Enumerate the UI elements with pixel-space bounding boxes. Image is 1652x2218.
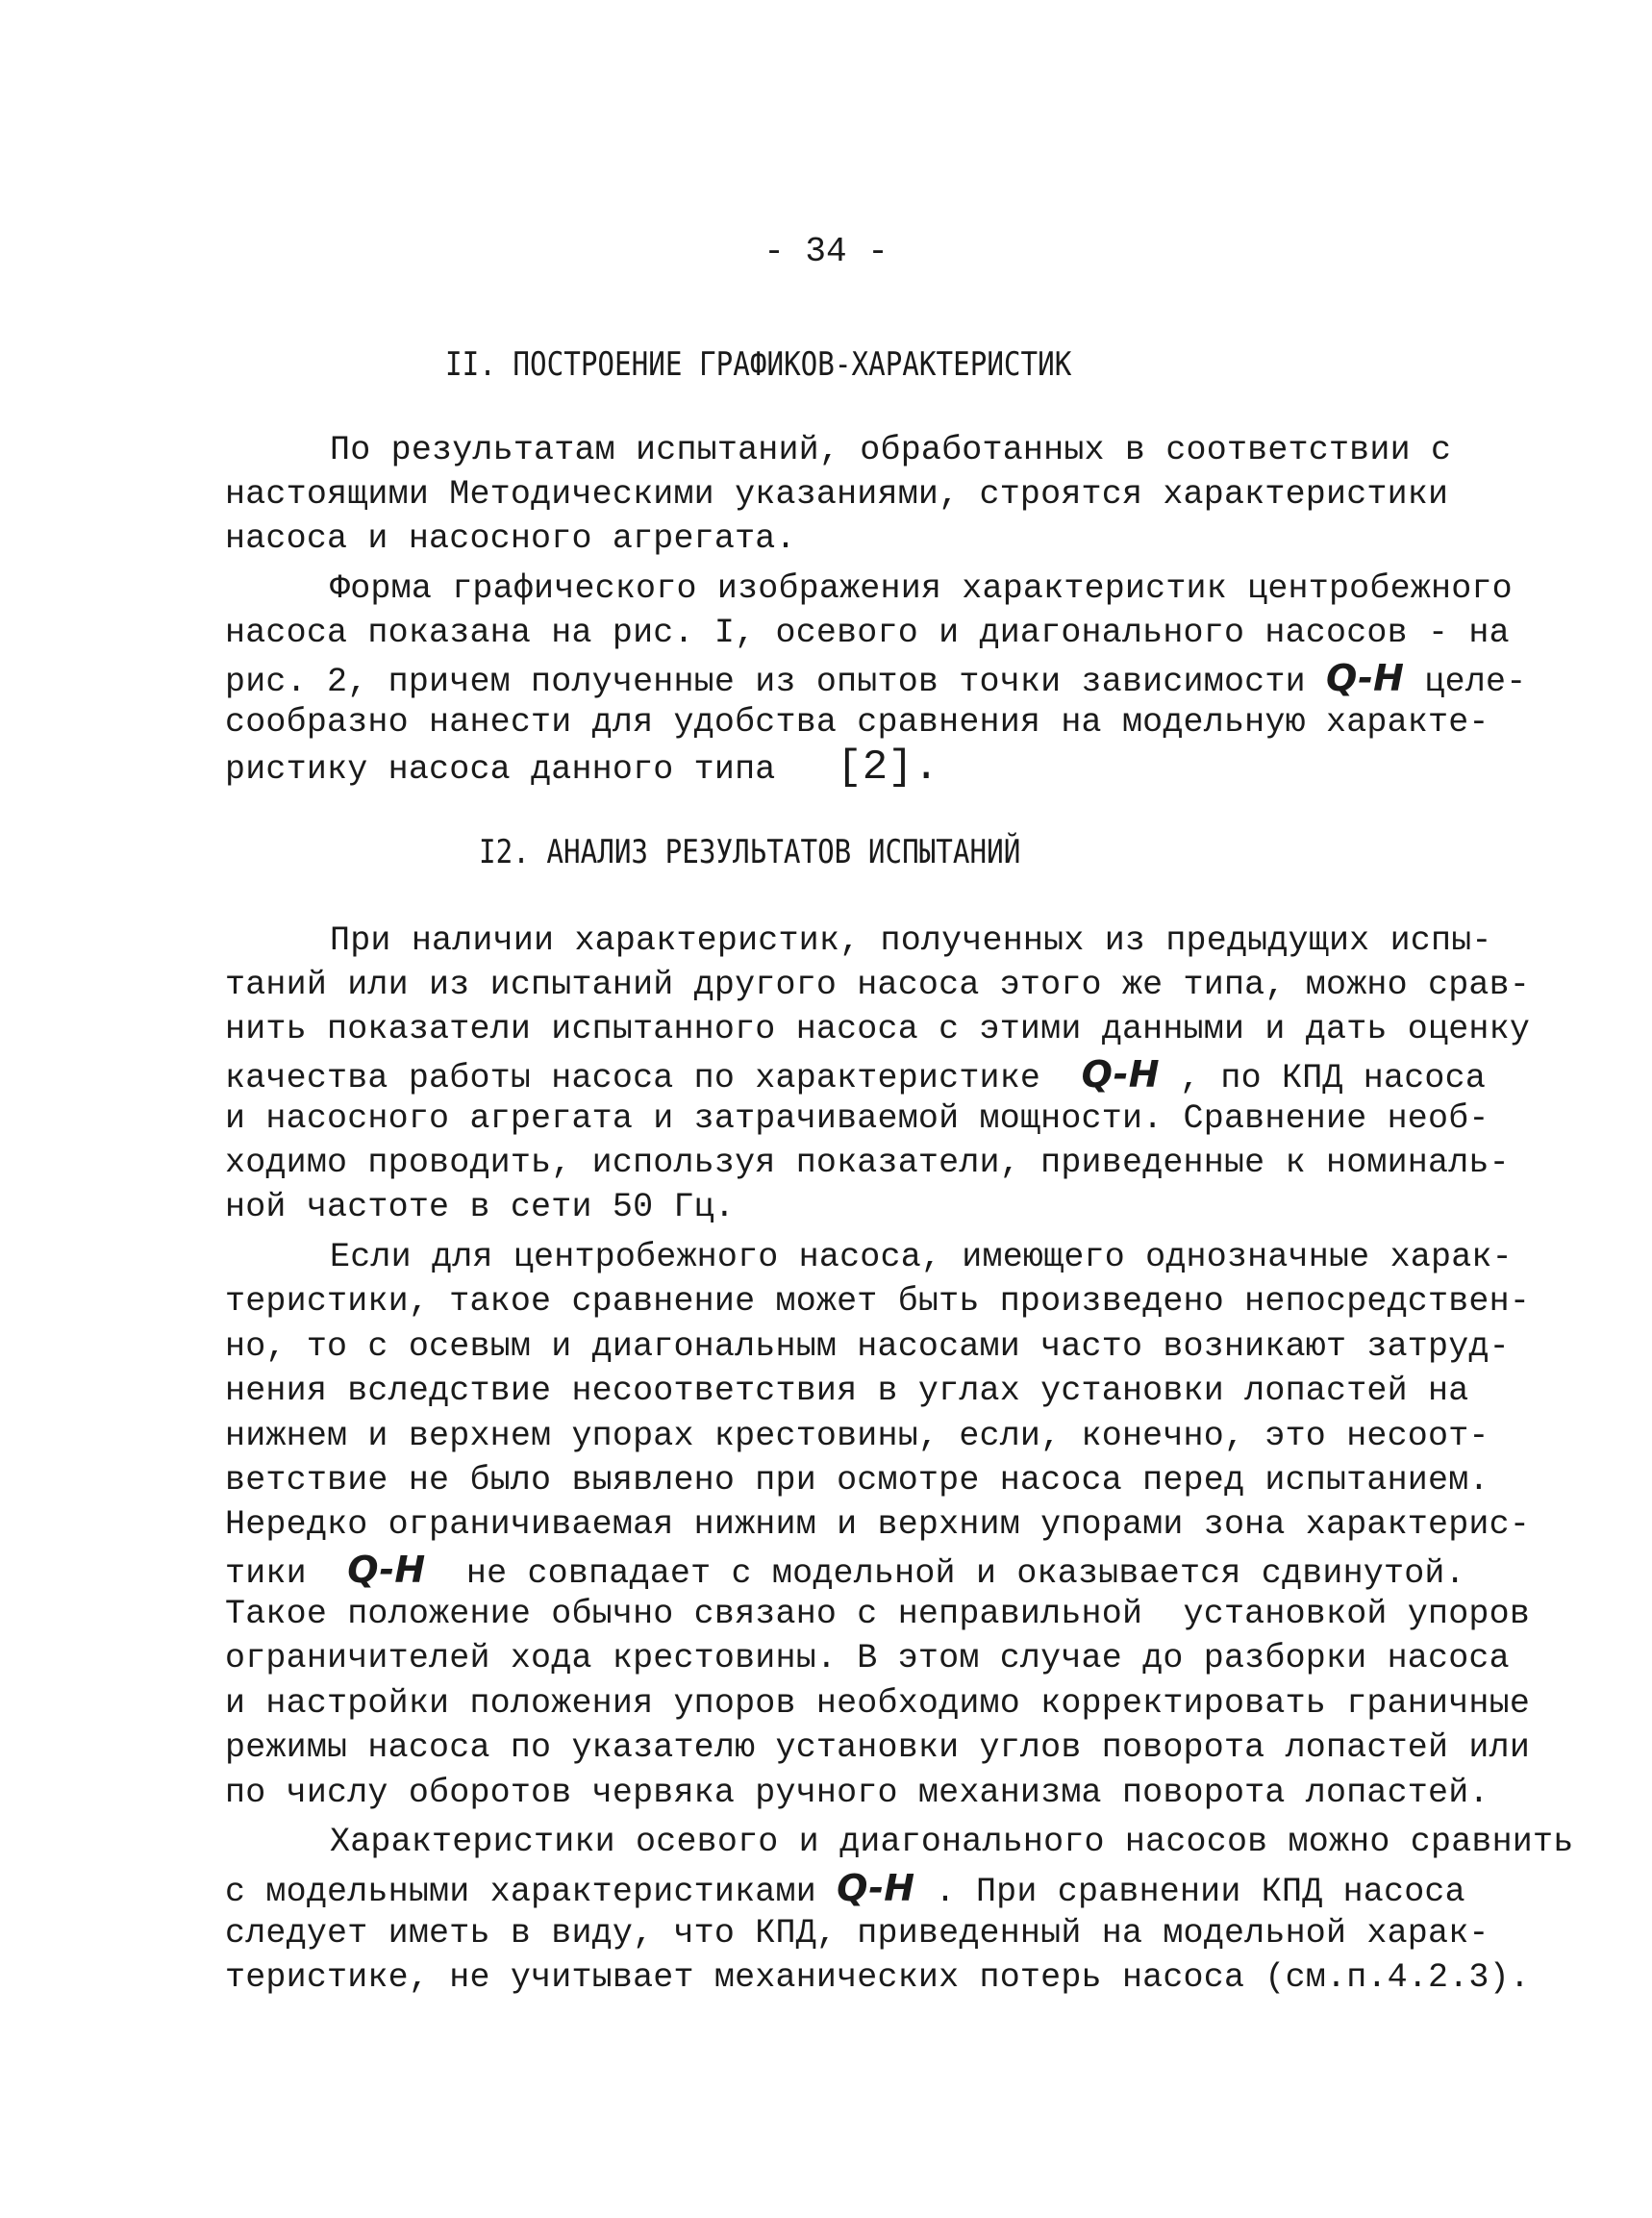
reference: [2]. [837, 744, 939, 792]
formula-q-h: Q-H [1326, 657, 1405, 699]
paragraph-line: Нередко ограничиваемая нижним и верхним упорами зона характерис- [225, 1505, 1531, 1544]
paragraph-line: насоса и насосного агрегата. [225, 519, 796, 558]
section-11-heading: II. ПОСТРОЕНИЕ ГРАФИКОВ-ХАРАКТЕРИСТИК [445, 345, 1072, 384]
paragraph-line: таний или из испытаний другого насоса этого же типа, можно срав- [225, 966, 1531, 1004]
paragraph-line: теристике, не учитывает механических потерь насоса (см.п.4.2.3). [225, 1958, 1531, 1997]
paragraph-line: Характеристики осевого и диагонального насосов можно сравнить [330, 1823, 1574, 1861]
paragraph-line: При наличии характеристик, полученных из предыдущих испы- [330, 921, 1492, 960]
text-run: рис. 2, причем полученные из опытов точки зависимости [225, 663, 1306, 701]
paragraph-line [225, 746, 939, 791]
page-number: - 34 - [763, 232, 889, 271]
paragraph-line: нить показатели испытанного насоса с этими данными и дать оценку [225, 1010, 1531, 1048]
text-run: тики [225, 1554, 307, 1593]
formula-q-h: Q-H [837, 1867, 915, 1909]
paragraph-line [225, 1549, 1465, 1595]
paragraph-line: по числу оборотов червяка ручного механизма поворота лопастей. [225, 1774, 1489, 1812]
paragraph-line: следует иметь в виду, что КПД, приведенный на модельной харак- [225, 1914, 1489, 1953]
paragraph-line: нижнем и верхнем упорах крестовины, если, конечно, это несоот- [225, 1417, 1489, 1455]
paragraph-line: сообразно нанести для удобства сравнения на модельную характе- [225, 703, 1489, 742]
paragraph-line [225, 1867, 1465, 1913]
paragraph-line [225, 1053, 1486, 1099]
paragraph-line: режимы насоса по указателю установки углов поворота лопастей или [225, 1728, 1531, 1767]
paragraph-line: Если для центробежного насоса, имеющего однозначные харак- [330, 1238, 1513, 1276]
paragraph-line: насоса показана на рис. I, осевого и диагонального насосов - на [225, 614, 1510, 652]
paragraph-line: ограничителей хода крестовины. В этом случае до разборки насоса [225, 1639, 1510, 1677]
paragraph-line [225, 657, 1526, 703]
paragraph-line: нения вследствие несоответствия в углах установки лопастей на [225, 1372, 1469, 1410]
paragraph-line: настоящими Методическими указаниями, строятся характеристики [225, 475, 1449, 514]
paragraph-line: и настройки положения упоров необходимо корректировать граничные [225, 1684, 1531, 1723]
text-run: с модельными характеристиками [225, 1873, 816, 1911]
paragraph-line: теристики, такое сравнение может быть произведено непосредствен- [225, 1282, 1531, 1321]
text-run: качества работы насоса по характеристике [225, 1059, 1041, 1097]
text-run: ристику насоса данного типа [225, 750, 776, 789]
text-run: . При сравнении КПД насоса [935, 1873, 1465, 1911]
paragraph-line: ветствие не было выявлено при осмотре насоса перед испытанием. [225, 1461, 1489, 1500]
paragraph-line: но, то с осевым и диагональным насосами часто возникают затруд- [225, 1327, 1510, 1366]
paragraph-line: и насосного агрегата и затрачиваемой мощности. Сравнение необ- [225, 1099, 1489, 1138]
paragraph-line: Такое положение обычно связано с неправильной установкой упоров [225, 1595, 1531, 1633]
paragraph-line: ной частоте в сети 50 Гц. [225, 1188, 736, 1226]
formula-q-h: Q-H [1081, 1053, 1160, 1096]
paragraph-line: По результатам испытаний, обработанных в соответствии с [330, 431, 1452, 469]
text-run: , по КПД насоса [1179, 1059, 1487, 1097]
text-run: не совпадает с модельной и оказывается сдвинутой. [465, 1554, 1465, 1593]
formula-q-h: Q-H [347, 1549, 426, 1591]
paragraph-line: Форма графического изображения характеристик центробежного [330, 569, 1513, 608]
paragraph-line: ходимо проводить, используя показатели, приведенные к номиналь- [225, 1144, 1510, 1182]
section-12-heading: I2. АНАЛИЗ РЕЗУЛЬТАТОВ ИСПЫТАНИЙ [479, 833, 1021, 871]
text-run: целе- [1424, 663, 1527, 701]
